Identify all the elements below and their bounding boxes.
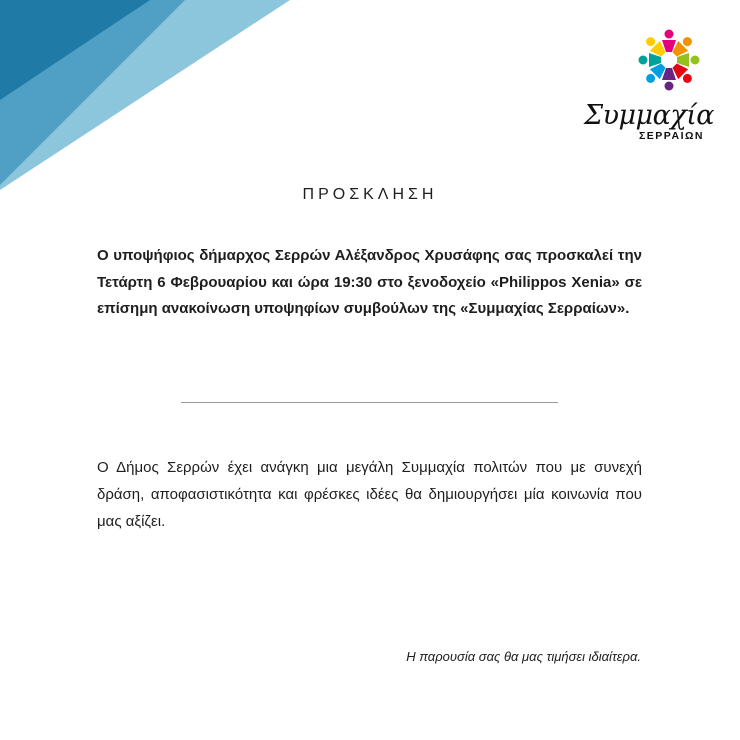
closing-text: Η παρουσία σας θα μας τιμήσει ιδιαίτερα. <box>406 649 641 664</box>
message-text: Ο Δήμος Σερρών έχει ανάγκη μια μεγάλη Συμμαχία πολιτών που με συνεχή δράση, αποφασιστικότητα και φρέσκες ιδέες θα δημιουργήσει μία κοινωνία που μας αξίζει. <box>97 459 642 530</box>
people-circle-icon <box>630 26 708 94</box>
logo-subtitle: ΣΕΡΡΑΙΩΝ <box>638 130 704 142</box>
logo-wordmark: Συμμαχία <box>584 100 715 131</box>
invitation-text: Ο υποψήφιος δήμαρχος Σερρών Αλέξανδρος Χρυσάφης σας προσκαλεί την Τετάρτη 6 Φεβρουαρίου και ώρα 19:30 στο ξενοδοχείο «Philippos Xenia» σε επίσημη ανακοίνωση υποψηφίων συμβούλων της «Συμμαχίας Σερραίων». <box>97 247 642 317</box>
corner-decoration <box>0 0 290 190</box>
divider <box>181 402 558 403</box>
logo <box>580 26 720 146</box>
page-title: ΠΡΟΣΚΛΗΣΗ <box>302 186 438 203</box>
